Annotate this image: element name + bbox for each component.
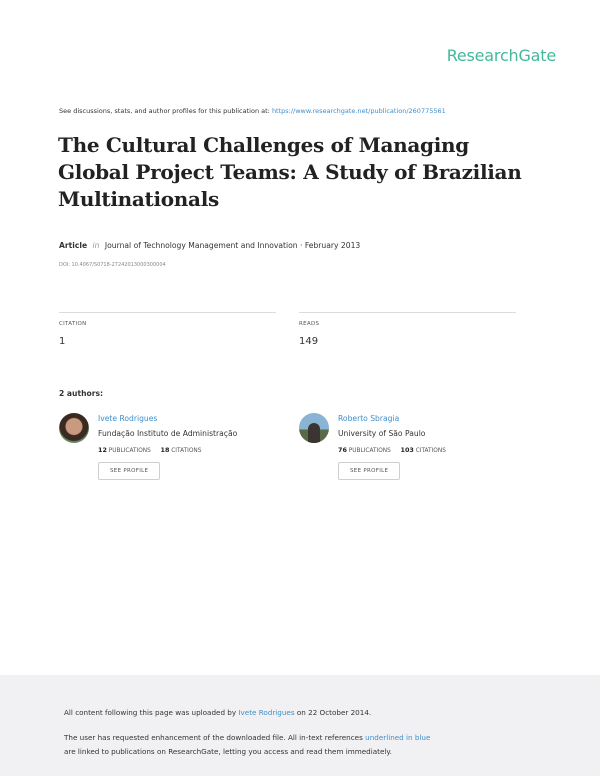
discussion-text: See discussions, stats, and author profiles for this publication at: (59, 107, 270, 115)
citations-label: CITATIONS (171, 448, 202, 454)
footer (0, 675, 600, 776)
underlined-link[interactable]: underlined in blue (365, 733, 431, 742)
see-profile-button[interactable]: SEE PROFILE (98, 462, 160, 480)
upload-date: on 22 October 2014. (296, 708, 372, 717)
enhancement-note (64, 731, 430, 758)
enhancement-text: The user has requested enhancement of the downloaded file. All in-text references (64, 733, 363, 742)
citations-label: CITATIONS (415, 448, 446, 454)
researchgate-logo[interactable]: ResearchGate (446, 46, 556, 65)
citation-stat (59, 312, 276, 347)
paper-title: The Cultural Challenges of Managing Global Project Teams: A Study of Brazilian Multinationals (58, 133, 522, 211)
author-counts (98, 446, 298, 454)
citation-count: 1 (59, 336, 66, 347)
author-affiliation: University of São Paulo (338, 429, 426, 438)
see-profile-button[interactable]: SEE PROFILE (338, 462, 400, 480)
author-name[interactable]: Roberto Sbragia (338, 414, 400, 423)
upload-note (64, 708, 371, 717)
doi: DOI: 10.4067/S0718-27242013000300004 (59, 262, 166, 268)
author-counts (338, 446, 538, 454)
reads-count: 149 (299, 336, 319, 347)
author-avatar[interactable] (299, 413, 329, 443)
publications-label: PUBLICATIONS (348, 448, 391, 454)
publications-count: 76 (338, 446, 347, 454)
authors-heading: 2 authors: (59, 389, 104, 398)
upload-text: All content following this page was uploaded by (64, 708, 237, 717)
reads-stat (299, 312, 516, 347)
publication-type: Article (59, 241, 88, 250)
author-avatar[interactable] (59, 413, 89, 443)
author-name[interactable]: Ivete Rodrigues (98, 414, 158, 423)
enhancement-text-2: are linked to publications on ResearchGate, letting you access and read them immediately. (64, 746, 392, 756)
publications-label: PUBLICATIONS (108, 448, 151, 454)
citations-count: 18 (160, 446, 170, 454)
author-affiliation: Fundação Instituto de Administração (98, 429, 238, 438)
publications-count: 12 (98, 446, 107, 454)
discussion-line (59, 107, 446, 115)
in-label: in (92, 241, 100, 250)
journal-info: Journal of Technology Management and Innovation · February 2013 (104, 241, 361, 250)
citation-label: CITATION (59, 321, 87, 327)
citations-count: 103 (400, 446, 414, 454)
reads-label: READS (299, 321, 320, 327)
publication-link[interactable]: https://www.researchgate.net/publication/260775561 (271, 107, 446, 115)
publication-meta (59, 241, 360, 250)
uploader-link[interactable]: Ivete Rodrigues (238, 708, 295, 717)
